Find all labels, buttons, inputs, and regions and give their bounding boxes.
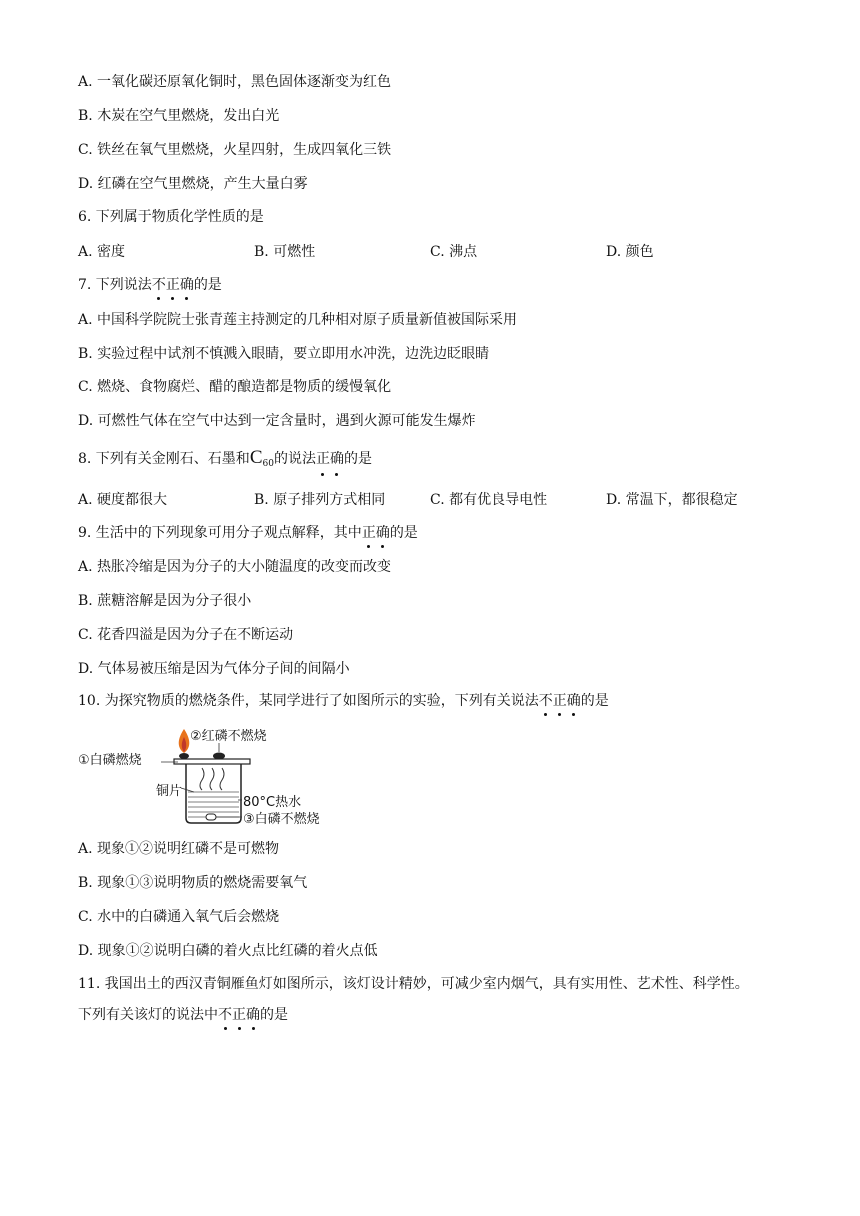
q7-option-a: A. 中国科学院院士张青莲主持测定的几种相对原子质量新值被国际采用 [78, 312, 518, 328]
q10-option-d: D. 现象①②说明白磷的着火点比红磷的着火点低 [78, 943, 378, 959]
q8-option-c: C. 都有优良导电性 [430, 492, 548, 508]
white-phosphorus-underwater [206, 814, 216, 820]
steam-lines [200, 768, 224, 790]
q7-option-d: D. 可燃性气体在空气中达到一定含量时，遇到火源可能发生爆炸 [78, 413, 476, 429]
label-hot-water: 80°C热水 [243, 795, 302, 810]
q8-option-d: D. 常温下，都很稳定 [606, 492, 738, 508]
label-white-phosphorus-not-burning: ③白磷不燃烧 [243, 812, 320, 827]
label-copper-plate: 铜片 [156, 784, 183, 799]
q7-stem: 7. 下列说法不正确的是 [78, 277, 222, 293]
emphasis-dot-char: 不 [538, 693, 553, 709]
q8-option-a: A. 硬度都很大 [78, 492, 168, 508]
q10-option-b: B. 现象①③说明物质的燃烧需要氧气 [78, 875, 308, 891]
label-red-phosphorus-not-burning: ②红磷不燃烧 [190, 729, 267, 744]
q9-option-c: C. 花香四溢是因为分子在不断运动 [78, 627, 294, 643]
emphasis-dot-char: 确 [566, 693, 581, 709]
emphasis-dot-char: 确 [375, 525, 390, 541]
red-phosphorus [213, 753, 225, 760]
q8-stem: 8. 下列有关金刚石、石墨和$C_{60}$的说法正确的是 [78, 447, 372, 469]
q10-option-a: A. 现象①②说明红磷不是可燃物 [78, 841, 280, 857]
q11-stem-line1: 11. 我国出土的西汉青铜雁鱼灯如图所示，该灯设计精妙，可减少室内烟气，具有实用性、艺术性、科学性。 [78, 976, 749, 992]
q6-option-a: A. 密度 [78, 244, 126, 260]
emphasis-dot-char: 正 [552, 693, 567, 709]
q5-option-d: D. 红磷在空气里燃烧，产生大量白雾 [78, 176, 308, 192]
q10-option-c: C. 水中的白磷通入氧气后会燃烧 [78, 909, 280, 925]
q7-option-b: B. 实验过程中试剂不慎溅入眼睛，要立即用水冲洗，边洗边眨眼睛 [78, 346, 490, 362]
emphasis-dot-char: 确 [246, 1007, 260, 1023]
q5-option-b: B. 木炭在空气里燃烧，发出白光 [78, 108, 280, 124]
q6-option-d: D. 颜色 [606, 244, 654, 260]
fullerene-subscript: 60 [262, 459, 274, 469]
q11-stem-line2: 下列有关该灯的说法中不正确的是 [78, 1007, 288, 1023]
hot-water [188, 792, 239, 817]
q5-option-c: C. 铁丝在氧气里燃烧，火星四射，生成四氧化三铁 [78, 142, 392, 158]
q6-option-b: B. 可燃性 [254, 244, 316, 260]
label-white-phosphorus-burning: ①白磷燃烧 [78, 753, 142, 768]
emphasis-dot-char: 不 [151, 277, 166, 293]
emphasis-dot-char: 正 [232, 1007, 246, 1023]
q8-option-b: B. 原子排列方式相同 [254, 492, 386, 508]
q6-stem: 6. 下列属于物质化学性质的是 [78, 209, 264, 225]
q9-option-a: A. 热胀冷缩是因为分子的大小随温度的改变而改变 [78, 559, 392, 575]
fullerene-formula: C [249, 447, 263, 468]
q9-option-b: B. 蔗糖溶解是因为分子很小 [78, 593, 252, 609]
emphasis-dot-char: 正 [165, 277, 180, 293]
white-phosphorus-burning [179, 753, 189, 759]
q6-option-c: C. 沸点 [430, 244, 478, 260]
emphasis-dot-char: 确 [330, 448, 344, 470]
emphasis-dot-char: 正 [316, 448, 330, 470]
combustion-experiment-figure [78, 722, 338, 830]
emphasis-dot-char: 确 [179, 277, 194, 293]
q9-stem: 9. 生活中的下列现象可用分子观点解释，其中正确的是 [78, 525, 418, 541]
emphasis-dot-char: 不 [218, 1007, 232, 1023]
copper-plate [174, 759, 250, 764]
q5-option-a: A. 一氧化碳还原氧化铜时，黑色固体逐渐变为红色 [78, 74, 392, 90]
q10-stem: 10. 为探究物质的燃烧条件，某同学进行了如图所示的实验，下列有关说法不正确的是 [78, 693, 609, 709]
emphasis-dot-char: 正 [361, 525, 376, 541]
q7-option-c: C. 燃烧、食物腐烂、醋的酿造都是物质的缓慢氧化 [78, 379, 392, 395]
q9-option-d: D. 气体易被压缩是因为气体分子间的间隔小 [78, 661, 350, 677]
